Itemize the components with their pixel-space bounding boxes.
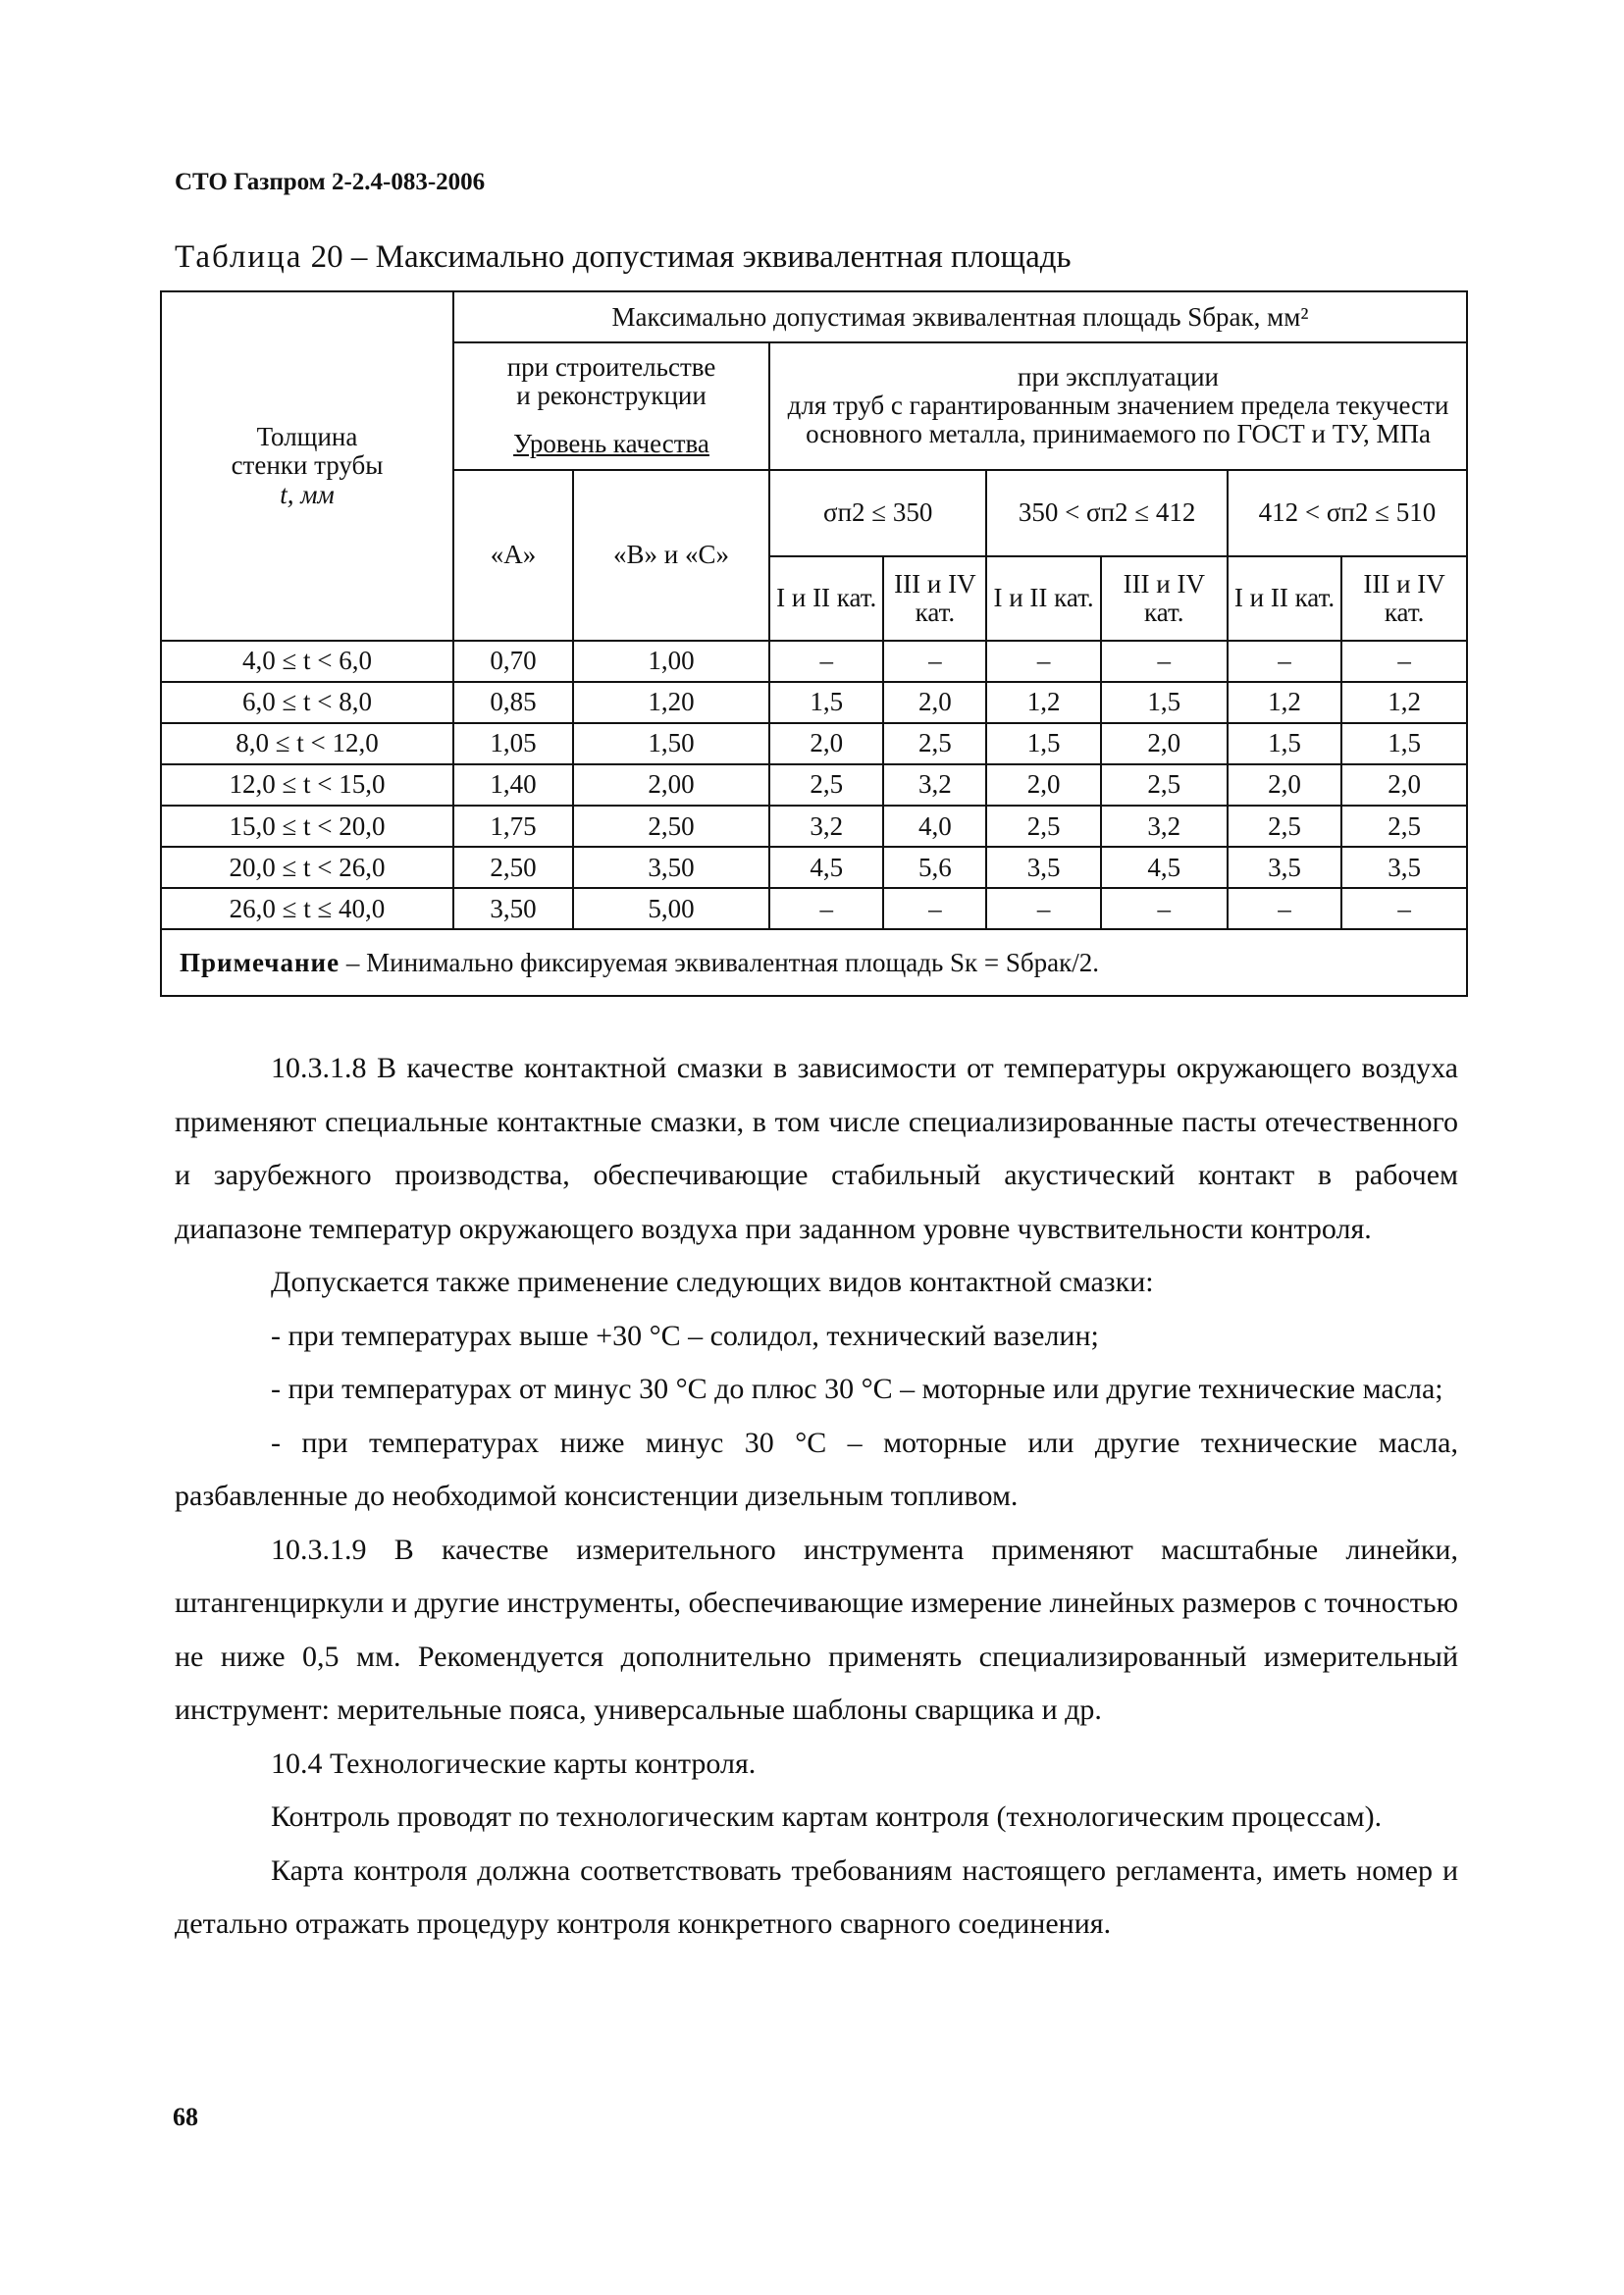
category-header: III и IV кат.: [1341, 556, 1467, 641]
category-header: I и II кат.: [1228, 556, 1341, 641]
paragraph: - при температурах ниже минус 30 °С – моторные или другие технические масла, разбавленные до необходимой консистенции дизельным топливом.: [175, 1426, 1458, 1512]
paragraph: Допускается также применение следующих видов контактной смазки:: [271, 1266, 1154, 1298]
page-number: 68: [173, 2103, 198, 2131]
thickness-column-header: Толщина стенки трубы t, мм: [161, 291, 453, 641]
level-a-header: «А»: [453, 470, 573, 641]
table-caption-label: Таблица: [175, 239, 303, 275]
body-text: [175, 1042, 1458, 1952]
table-row: 4,0 ≤ t < 6,0 0,70 1,00 – – – – – –: [161, 641, 1467, 682]
note-text: – Минимально фиксируемая эквивалентная площадь Sк = Sбрак/2.: [340, 947, 1100, 977]
table-caption-text: 20 – Максимально допустимая эквивалентная площадь: [310, 239, 1072, 275]
level-bc-header: «В» и «С»: [573, 470, 769, 641]
max-area-header: Максимально допустимая эквивалентная площадь Sбрак, мм²: [453, 291, 1467, 342]
table-row: 6,0 ≤ t < 8,0 0,85 1,20 1,5 2,0 1,2 1,5 1,2 1,2: [161, 682, 1467, 723]
construction-header: при строительстве и реконструкции Уровень качества: [453, 342, 769, 469]
category-header: III и IV кат.: [883, 556, 986, 641]
table-row: 8,0 ≤ t < 12,0 1,05 1,50 2,0 2,5 1,5 2,0 1,5 1,5: [161, 723, 1467, 764]
range-header-1: σп2 ≤ 350: [769, 470, 986, 556]
paragraph: 10.3.1.8 В качестве контактной смазки в зависимости от температуры окружающего воздуха применяют специальные контактные смазки, в том числе специализированные пасты отечественного и зарубежного производства, обеспечивающие стабильный акустический контакт в рабочем диапазоне температур окружающего воздуха при заданном уровне чувствительности контроля.: [175, 1052, 1458, 1245]
note-label: Примечание: [180, 947, 341, 977]
table-caption: [175, 239, 1072, 276]
paragraph: 10.3.1.9 В качестве измерительного инструмента применяют масштабные линейки, штангенциркули и другие инструменты, обеспечивающие измерение линейных размеров с точностью не ниже 0,5 мм. Рекомендуется дополнительно применять специализированный измерительный инструмент: мерительные пояса, универсальные шаблоны сварщика и др.: [175, 1533, 1458, 1726]
document-header: СТО Газпром 2-2.4-083-2006: [175, 169, 486, 195]
paragraph: - при температурах от минус 30 °С до плюс 30 °С – моторные или другие технические масла;: [271, 1373, 1443, 1405]
paragraph: Контроль проводят по технологическим картам контроля (технологическим процессам).: [271, 1800, 1383, 1833]
range-header-3: 412 < σп2 ≤ 510: [1228, 470, 1467, 556]
category-header: I и II кат.: [769, 556, 883, 641]
paragraph: 10.4 Технологические карты контроля.: [271, 1747, 757, 1780]
category-header: I и II кат.: [986, 556, 1100, 641]
table-row: 20,0 ≤ t < 26,0 2,50 3,50 4,5 5,6 3,5 4,5 3,5 3,5: [161, 847, 1467, 888]
table-row: 26,0 ≤ t ≤ 40,0 3,50 5,00 – – – – – –: [161, 888, 1467, 929]
equivalent-area-table: [160, 290, 1468, 997]
table-row: 12,0 ≤ t < 15,0 1,40 2,00 2,5 3,2 2,0 2,5 2,0 2,0: [161, 764, 1467, 806]
paragraph: Карта контроля должна соответствовать требованиям настоящего регламента, иметь номер и детально отражать процедуру контроля конкретного сварного соединения.: [175, 1853, 1458, 1940]
paragraph: - при температурах выше +30 °С – солидол, технический вазелин;: [271, 1319, 1099, 1352]
operation-header: при эксплуатации для труб с гарантированным значением предела текучести основного металла, принимаемого по ГОСТ и ТУ, МПа: [769, 342, 1467, 469]
table-row: 15,0 ≤ t < 20,0 1,75 2,50 3,2 4,0 2,5 3,2 2,5 2,5: [161, 806, 1467, 847]
table-note: [161, 929, 1467, 996]
range-header-2: 350 < σп2 ≤ 412: [986, 470, 1227, 556]
category-header: III и IV кат.: [1101, 556, 1228, 641]
